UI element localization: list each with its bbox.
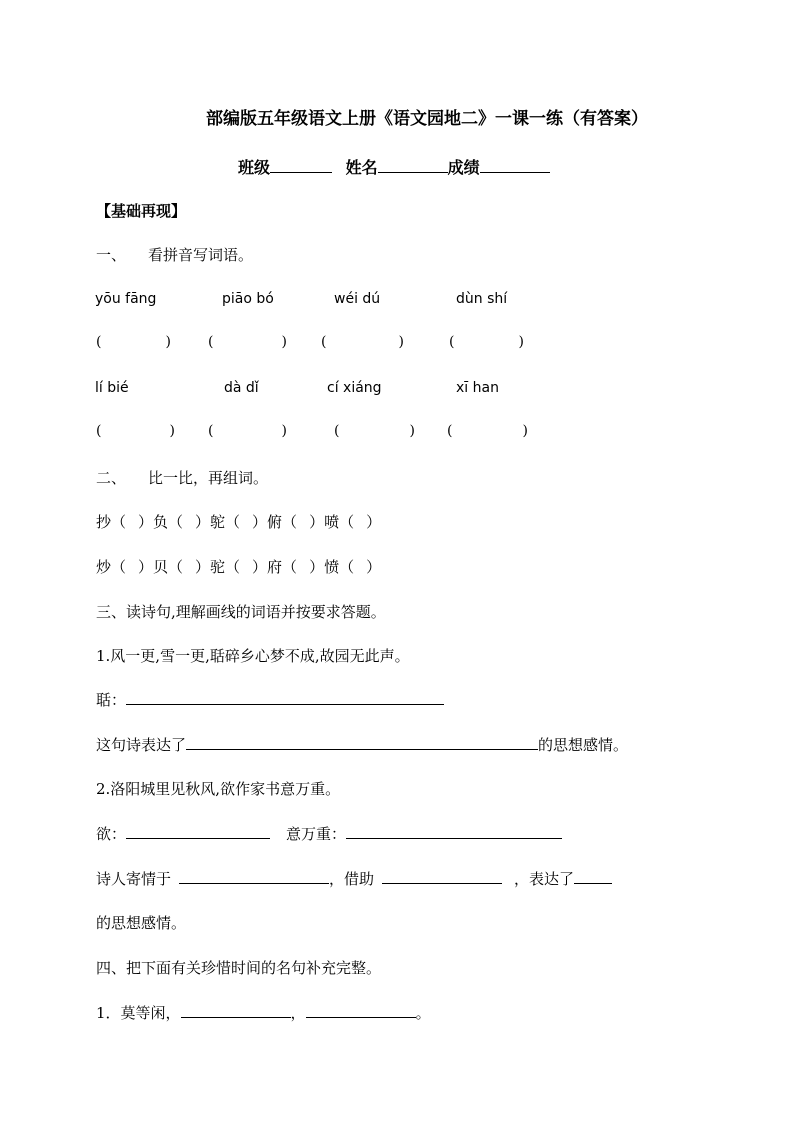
class-blank[interactable] [270,158,332,173]
q3-item-2: 2.洛阳城里见秋风,欲作家书意万重。 [96,780,341,798]
answer-box-8[interactable]: ( ) [447,423,528,439]
q2-r2-c1: 炒（ [96,558,127,576]
answer-line-yiwanzhong[interactable] [346,824,562,839]
answer-box-1[interactable]: ( ) [96,334,171,350]
q4-heading: 四、把下面有关珍惜时间的名句补充完整。 [96,959,382,977]
q2-number: 二、 [96,469,127,487]
answer-line-q4-1[interactable] [181,1003,291,1018]
pinyin-1: yōu fāng [95,291,157,307]
pinyin-3: wéi dú [334,291,381,307]
q2-r2-c3: ）驼（ [195,558,241,576]
page-title: 部编版五年级语文上册《语文园地二》一课一练（有答案） [206,109,648,129]
answer-line-emotion-2[interactable] [574,869,612,884]
q3-item-2-sentence: 诗人寄情于 ，借助 ，表达了 [96,869,612,889]
section-title: 【基础再现】 [96,202,187,220]
q3-item-1: 1.风一更,雪一更,聒碎乡心梦不成,故园无此声。 [96,647,410,665]
q2-r1-c6: ） [366,513,382,531]
q2-r1-c1: 抄（ [96,513,127,531]
q2-r1-c2: ）负（ [138,513,184,531]
answer-line-emotion-1[interactable] [186,735,538,750]
q2-r2-c4: ）府（ [252,558,298,576]
q2-r2-c6: ） [366,558,382,576]
answer-box-7[interactable]: ( ) [334,423,415,439]
answer-line-jiqing[interactable] [179,869,329,884]
q3-item-1-word: 聒： [96,690,444,710]
q2-r2-c5: ）愤（ [309,558,355,576]
pinyin-2: piāo bó [222,291,274,307]
answer-box-5[interactable]: ( ) [96,423,175,439]
q2-text: 比一比，再组词。 [148,469,269,487]
class-label: 班级 [238,158,271,177]
q3-item-2-words: 欲： 意万重： [96,824,562,844]
q1-number: 一、 [96,246,127,264]
score-label: 成绩 [447,158,480,177]
pinyin-4: dùn shí [456,291,508,307]
answer-line-q4-2[interactable] [306,1003,416,1018]
q2-r1-c4: ）俯（ [252,513,298,531]
answer-box-6[interactable]: ( ) [208,423,287,439]
q2-r1-c5: ）喷（ [309,513,355,531]
q2-row-2 [96,557,381,577]
pinyin-8: xī han [456,380,499,396]
answer-box-4[interactable]: ( ) [449,334,524,350]
q2-heading [96,468,268,488]
answer-line-gua[interactable] [126,690,444,705]
q2-r2-c2: ）贝（ [138,558,184,576]
q1-text: 看拼音写词语。 [148,246,254,264]
answer-line-yu[interactable] [126,824,270,839]
q2-r1-c3: ）鸵（ [195,513,241,531]
q4-item-1: 1．莫等闲， ， 。 [96,1004,431,1022]
q2-row-1 [96,512,381,532]
answer-box-2[interactable]: ( ) [208,334,287,350]
answer-line-jiezhu[interactable] [382,869,502,884]
q3-item-2-end: 的思想感情。 [96,914,187,932]
q3-heading: 三、读诗句,理解画线的词语并按要求答题。 [96,603,386,621]
score-blank[interactable] [480,158,550,173]
q3-item-1-sentence: 这句诗表达了 的思想感情。 [96,736,629,754]
pinyin-5: lí bié [95,380,129,396]
answer-box-3[interactable]: ( ) [321,334,404,350]
name-label: 姓名 [345,158,378,177]
q1-heading [96,245,253,265]
name-blank[interactable] [378,158,448,173]
student-info-line [238,155,550,178]
pinyin-7: cí xiáng [327,380,382,396]
pinyin-6: dà dǐ [224,380,259,396]
